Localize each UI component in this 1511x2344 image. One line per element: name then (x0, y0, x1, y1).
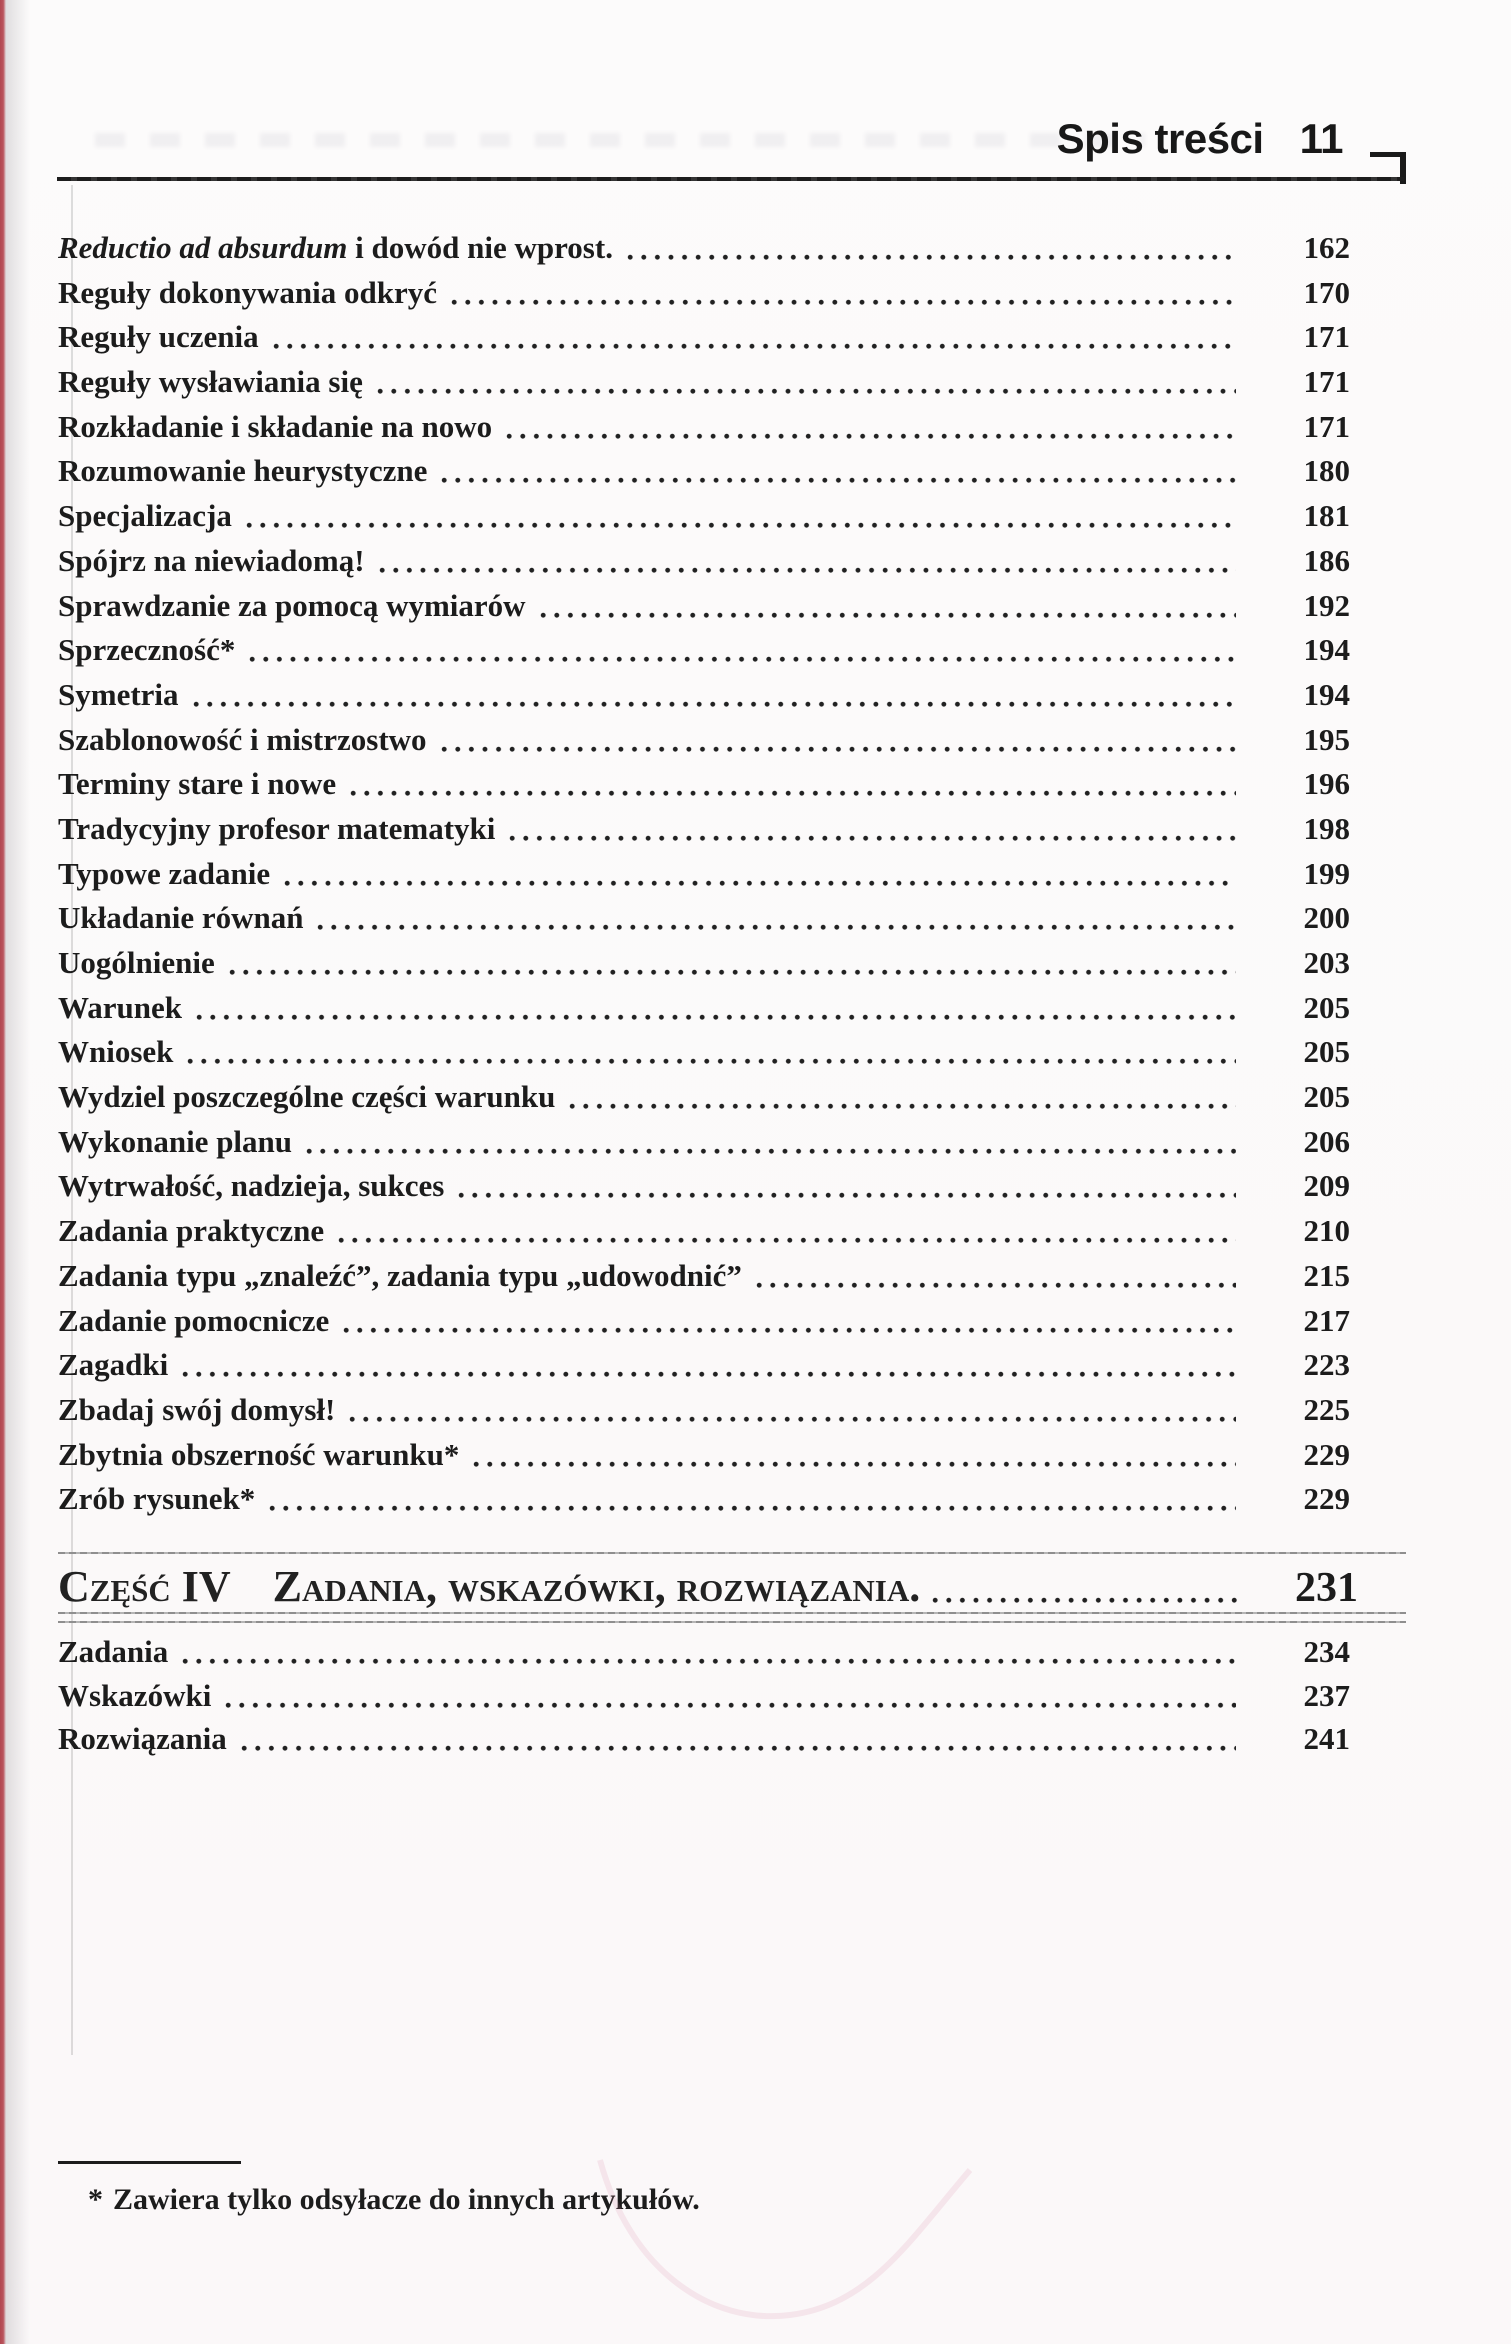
toc-entry (58, 1299, 1350, 1344)
toc-entry-text: Zagadki (58, 1347, 169, 1383)
toc-entry-label (58, 271, 437, 316)
toc-entry-page: 200 (1303, 900, 1350, 936)
toc-entry-text: Wytrwałość, nadzieja, sukces (58, 1168, 445, 1204)
toc-entry-page: 170 (1303, 274, 1350, 310)
toc-entry-text: Reguły dokonywania odkryć (58, 274, 437, 310)
toc-entry-label (58, 1388, 335, 1433)
dot-leader (225, 1702, 1236, 1709)
dot-leader (246, 522, 1236, 529)
toc-entry-label (58, 315, 259, 360)
toc-entry-page: 209 (1303, 1168, 1350, 1204)
toc-entry-label (58, 673, 179, 718)
toc-entry-text: Zadania typu „znaleźć”, zadania typu „udowodnić” (58, 1257, 742, 1293)
toc-entry (58, 1209, 1350, 1254)
toc-entry-label (58, 1120, 292, 1165)
toc-entry-label (58, 539, 365, 584)
toc-entry-label (58, 1030, 173, 1075)
dot-leader (284, 880, 1236, 887)
toc-entry-page: 241 (1303, 1721, 1350, 1756)
toc-entry (58, 807, 1350, 852)
toc-entry (58, 852, 1350, 897)
toc-entry-page: 196 (1303, 766, 1350, 802)
dot-leader (441, 477, 1236, 484)
section-rule-bottom-1 (58, 1612, 1406, 1614)
toc-entry-page: 199 (1303, 855, 1350, 891)
toc-list (58, 226, 1350, 1522)
dot-leader (509, 835, 1236, 842)
toc-entry-text: Rozumowanie heurystyczne (58, 453, 428, 489)
toc-entry (58, 896, 1350, 941)
toc-entry-label (58, 986, 182, 1031)
dot-leader (377, 388, 1236, 395)
dot-leader (317, 924, 1236, 931)
toc-entry-text: Zadania praktyczne (58, 1213, 325, 1249)
toc-entry (58, 1254, 1350, 1299)
toc-entry-text: i dowód nie wprost. (347, 230, 613, 265)
toc-entry-page: 205 (1303, 1034, 1350, 1070)
toc-entry (58, 1674, 1350, 1718)
toc-entry-page: 180 (1303, 453, 1350, 489)
toc-entry-page: 225 (1303, 1391, 1350, 1427)
toc-entry-text: Reguły uczenia (58, 319, 259, 355)
toc-entry-page: 171 (1303, 408, 1350, 444)
dot-leader (569, 1103, 1236, 1110)
part-label: Część IV (58, 1562, 231, 1611)
toc-entry-label (58, 449, 427, 494)
toc-entry (58, 226, 1350, 271)
toc-entry (58, 1477, 1350, 1522)
toc-entry (58, 1433, 1350, 1478)
dot-leader (196, 1014, 1236, 1021)
dot-leader (932, 1597, 1238, 1604)
toc-part-section (58, 1561, 1358, 1613)
toc-entry-text: Wskazówki (58, 1677, 212, 1713)
toc-entry-label (58, 628, 235, 673)
header-title: Spis treści (1056, 115, 1264, 162)
toc-entry (58, 762, 1350, 807)
toc-entry-page: 198 (1303, 810, 1350, 846)
dot-leader (451, 299, 1236, 306)
toc-entry-label (58, 360, 363, 405)
toc-entry-page: 203 (1303, 945, 1350, 980)
toc-entry-label (58, 852, 270, 897)
toc-entry (58, 449, 1350, 494)
part-page-number: 231 (1295, 1565, 1358, 1611)
part-title: Zadania, wskazówki, rozwiązania. (272, 1562, 921, 1611)
toc-entry-label (58, 1075, 555, 1120)
toc-entry-page: 194 (1303, 632, 1350, 668)
toc-entry (58, 584, 1350, 629)
toc-entry-text: Rozkładanie i składanie na nowo (58, 408, 493, 444)
toc-entry (58, 1717, 1350, 1761)
toc-entry-text: Reguły wysławiania się (58, 364, 363, 400)
toc-entry-label (58, 1209, 324, 1254)
toc-entry-text: Sprawdzanie za pomocą wymiarów (58, 587, 526, 623)
toc-entry-text: Zadania (58, 1634, 169, 1669)
toc-entry-label (58, 494, 232, 539)
header-page-number: 11 (1299, 115, 1343, 162)
toc-entry-label (58, 1717, 227, 1761)
toc-entry (58, 673, 1350, 718)
part-entry-list (58, 1630, 1350, 1761)
toc-entry (58, 405, 1350, 450)
dot-leader (182, 1658, 1236, 1665)
toc-entry-label (58, 1433, 459, 1478)
toc-entry-text: Warunek (58, 989, 183, 1025)
header-rule (57, 177, 1404, 181)
toc-entry-text: Typowe zadanie (58, 855, 271, 891)
toc-entry-page: 171 (1303, 319, 1350, 355)
toc-entry-label (58, 1343, 168, 1388)
toc-entry (58, 1030, 1350, 1075)
footnote-text: Zawiera tylko odsyłacze do innych artykułów. (113, 2183, 700, 2216)
toc-entry (58, 986, 1350, 1031)
toc-entry-label (58, 584, 526, 629)
toc-entry-label (58, 1164, 444, 1209)
toc-entry (58, 1388, 1350, 1433)
toc-entry (58, 271, 1350, 316)
toc-entry-text: Wydziel poszczególne części warunku (58, 1079, 556, 1115)
toc-entry-page: 206 (1303, 1123, 1350, 1159)
dot-leader (756, 1282, 1236, 1289)
toc-entry (58, 1075, 1350, 1120)
toc-entry-text: Szablonowość i mistrzostwo (58, 721, 427, 757)
section-rule-bottom-2 (58, 1621, 1406, 1623)
dot-leader (273, 343, 1236, 350)
toc-entry (58, 628, 1350, 673)
dot-leader (349, 1416, 1236, 1423)
dot-leader (379, 567, 1236, 574)
toc-entry-page: 205 (1303, 989, 1350, 1025)
dot-leader (350, 790, 1236, 797)
toc-entry-text: Zrób rysunek* (58, 1481, 256, 1517)
dot-leader (458, 1192, 1236, 1199)
toc-entry-page: 181 (1303, 498, 1350, 534)
toc-entry-page: 210 (1303, 1213, 1350, 1249)
section-rule-top (58, 1552, 1406, 1554)
dot-leader (193, 701, 1236, 708)
toc-entry-label (58, 1299, 329, 1344)
toc-entry (58, 539, 1350, 584)
dot-leader (343, 1327, 1236, 1334)
toc-entry (58, 315, 1350, 360)
toc-entry-page: 186 (1303, 542, 1350, 578)
toc-entry-text: Specjalizacja (58, 498, 232, 534)
toc-entry-text: Zadanie pomocnicze (58, 1302, 330, 1338)
dot-leader (473, 1461, 1236, 1468)
toc-entry-page: 217 (1303, 1302, 1350, 1338)
dot-leader (306, 1148, 1236, 1155)
toc-entry-text: Symetria (58, 676, 179, 712)
dot-leader (249, 656, 1236, 663)
toc-entry-text: Terminy stare i nowe (58, 766, 337, 802)
toc-entry (58, 494, 1350, 539)
toc-entry-label-italic: Reductio ad absurdum (58, 230, 348, 265)
toc-entry-page: 237 (1303, 1677, 1350, 1713)
toc-entry-page: 171 (1303, 364, 1350, 400)
toc-entry-label (58, 1630, 168, 1674)
scan-pink-artifact (570, 2150, 1000, 2340)
toc-entry (58, 941, 1350, 986)
dot-leader (269, 1505, 1236, 1512)
toc-entry-text: Zbadaj swój domysł! (58, 1391, 336, 1427)
toc-entry (58, 718, 1350, 763)
toc-entry-label (58, 1477, 255, 1522)
dot-leader (506, 433, 1236, 440)
toc-entry-page: 162 (1303, 230, 1350, 265)
scan-left-shadow (0, 0, 30, 2344)
toc-entry-text: Zbytnia obszerność warunku* (58, 1436, 460, 1472)
toc-entry-page: 215 (1303, 1257, 1350, 1293)
toc-entry-text: Tradycyjny profesor matematyki (58, 810, 496, 846)
dot-leader (241, 1745, 1236, 1752)
toc-entry-label (58, 718, 427, 763)
showthrough-artifact (95, 133, 1145, 147)
toc-entry-page: 194 (1303, 676, 1350, 712)
toc-entry-page: 205 (1303, 1079, 1350, 1115)
dot-leader (187, 1058, 1236, 1065)
toc-entry-text: Spójrz na niewiadomą! (58, 542, 365, 578)
toc-entry-label (58, 896, 303, 941)
toc-entry-page: 195 (1303, 721, 1350, 757)
toc-entry-text: Rozwiązania (58, 1721, 227, 1756)
toc-entry-text: Wykonanie planu (58, 1123, 293, 1159)
dot-leader (229, 969, 1236, 976)
toc-entry-page: 229 (1303, 1481, 1350, 1517)
toc-entry-label (58, 226, 613, 271)
toc-entry (58, 1120, 1350, 1165)
toc-entry-label (58, 807, 495, 852)
toc-entry-page: 234 (1303, 1634, 1350, 1669)
dot-leader (540, 612, 1236, 619)
toc-entry-label (58, 1674, 211, 1718)
toc-entry-label (58, 405, 492, 450)
toc-entry (58, 1164, 1350, 1209)
footnote-rule (58, 2161, 241, 2164)
toc-entry-label (58, 941, 215, 986)
toc-entry-page: 192 (1303, 587, 1350, 623)
page-header (1057, 116, 1343, 162)
toc-entry-label (58, 1254, 742, 1299)
dot-leader (182, 1371, 1236, 1378)
footnote-asterisk: * (88, 2183, 103, 2216)
dot-leader (338, 1237, 1236, 1244)
toc-entry (58, 1630, 1350, 1674)
toc-entry-text: Układanie równań (58, 900, 304, 936)
toc-entry-text: Sprzeczność* (58, 632, 236, 668)
toc-entry (58, 360, 1350, 405)
dot-leader (441, 746, 1236, 753)
toc-entry (58, 1343, 1350, 1388)
toc-entry-text: Uogólnienie (58, 945, 215, 980)
toc-entry-page: 229 (1303, 1436, 1350, 1472)
toc-entry-label (58, 762, 336, 807)
toc-entry-text: Wniosek (58, 1034, 174, 1070)
toc-entry-page: 223 (1303, 1347, 1350, 1383)
dot-leader (627, 254, 1236, 261)
